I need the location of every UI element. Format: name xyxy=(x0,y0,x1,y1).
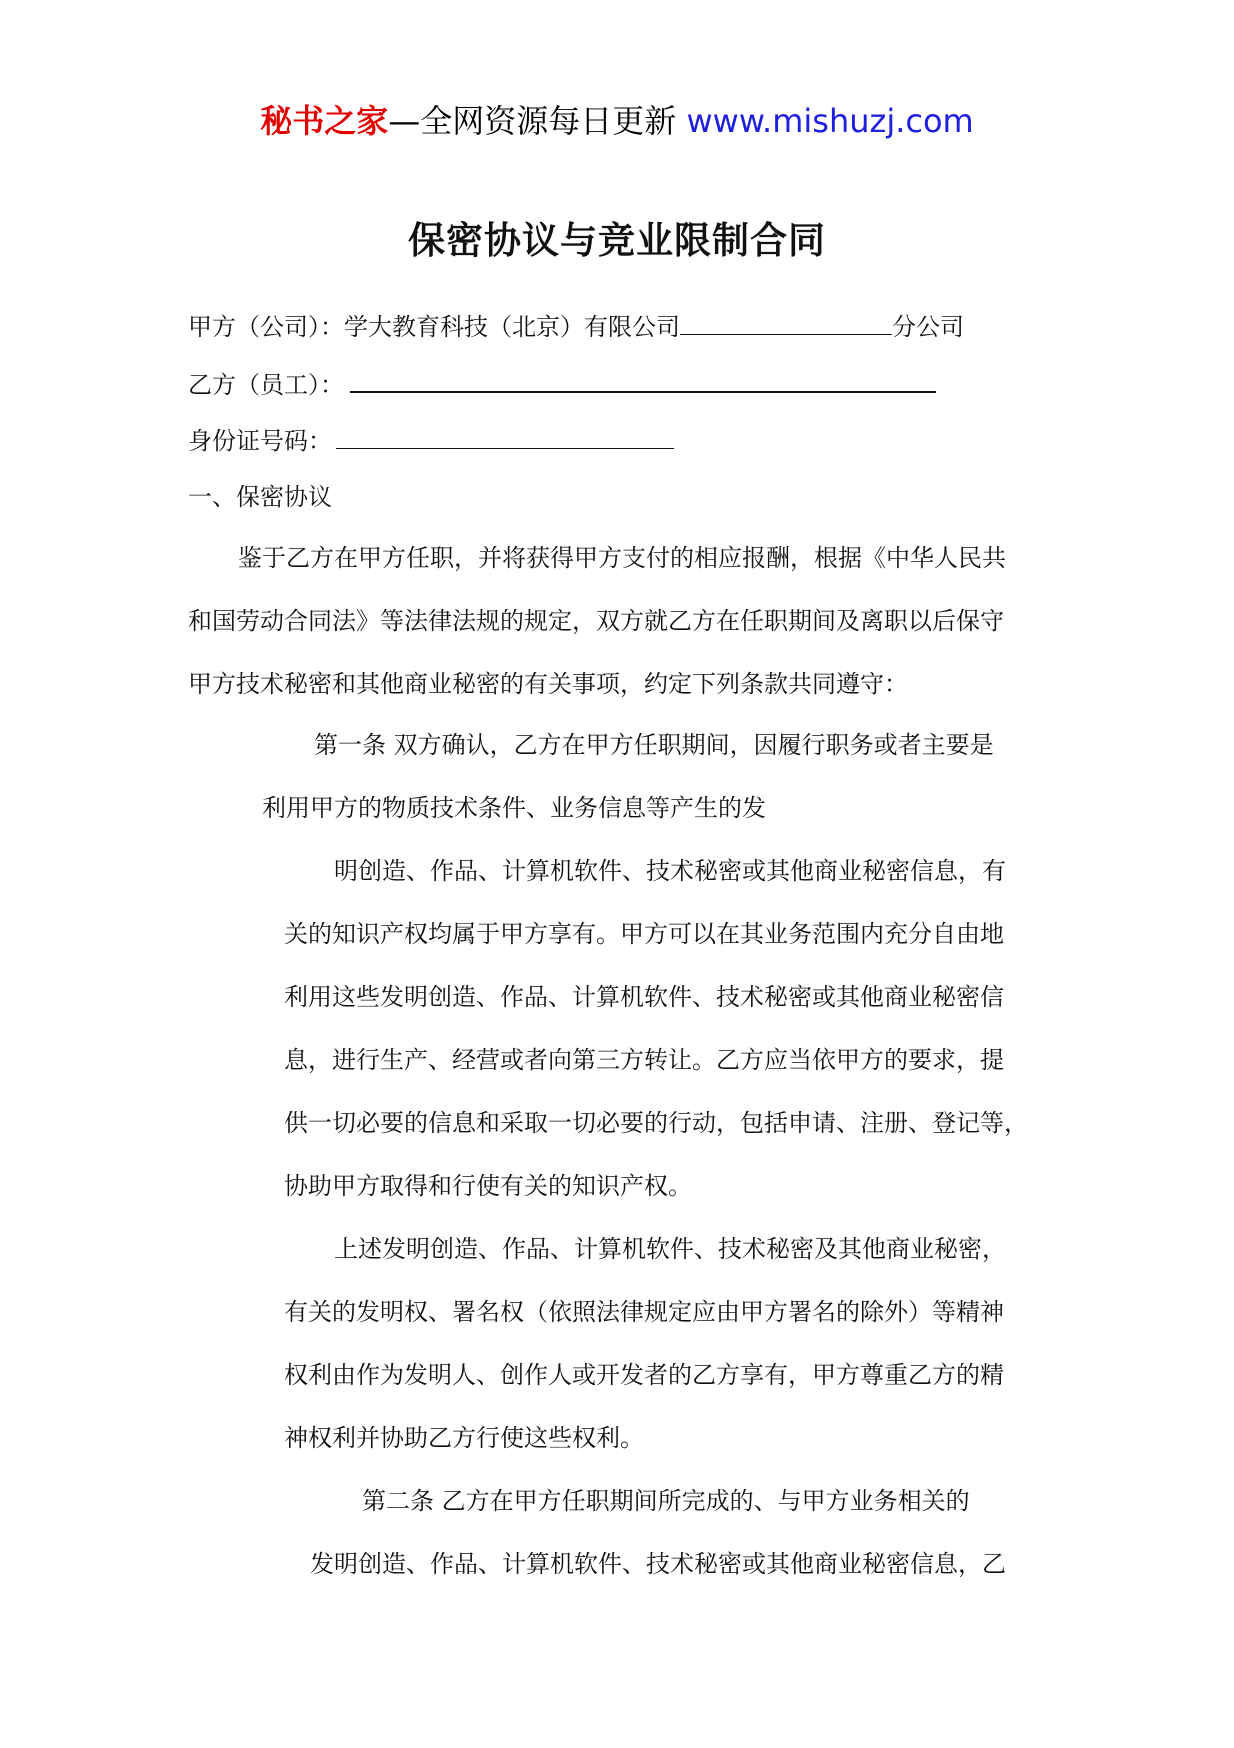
party-a-company: 学大教育科技（北京）有限公司 xyxy=(344,313,680,341)
body-line: 有关的发明权、署名权（依照法律规定应由甲方署名的除外）等精神 xyxy=(284,1298,1004,1326)
id-number-label: 身份证号码： xyxy=(188,427,332,455)
article-1-heading-line: 第一条 双方确认，乙方在甲方任职期间，因履行职务或者主要是 xyxy=(314,731,994,759)
article-2-heading-line: 第二条 乙方在甲方任职期间所完成的、与甲方业务相关的 xyxy=(362,1487,970,1515)
body-line: 利用这些发明创造、作品、计算机软件、技术秘密或其他商业秘密信 xyxy=(284,983,1004,1011)
body-line: 利用甲方的物质技术条件、业务信息等产生的发 xyxy=(262,794,766,822)
party-b-line xyxy=(188,365,936,403)
party-b-blank xyxy=(350,365,936,393)
id-number-line xyxy=(188,422,674,459)
body-line: 上述发明创造、作品、计算机软件、技术秘密及其他商业秘密， xyxy=(334,1235,1006,1263)
body-line: 甲方技术秘密和其他商业秘密的有关事项，约定下列条款共同遵守： xyxy=(188,670,908,698)
body-line: 息，进行生产、经营或者向第三方转让。乙方应当依甲方的要求，提 xyxy=(284,1046,1004,1074)
body-line: 发明创造、作品、计算机软件、技术秘密或其他商业秘密信息，乙 xyxy=(310,1550,1006,1578)
body-line: 明创造、作品、计算机软件、技术秘密或其他商业秘密信息，有 xyxy=(334,857,1006,885)
section-heading: 一、保密协议 xyxy=(188,483,332,511)
body-line: 鉴于乙方在甲方任职，并将获得甲方支付的相应报酬，根据《中华人民共 xyxy=(238,544,1006,572)
site-header xyxy=(0,96,1234,146)
site-url: www.mishuzj.com xyxy=(686,102,974,140)
body-line: 协助甲方取得和行使有关的知识产权。 xyxy=(284,1172,692,1200)
party-a-suffix: 分公司 xyxy=(892,313,964,341)
body-line: 权利由作为发明人、创作人或开发者的乙方享有，甲方尊重乙方的精 xyxy=(284,1361,1004,1389)
brand-name: 秘书之家 xyxy=(260,102,389,140)
body-line: 供一切必要的信息和采取一切必要的行动，包括申请、注册、登记等， xyxy=(284,1109,1028,1137)
id-number-blank xyxy=(336,422,674,449)
party-b-label: 乙方（员工）： xyxy=(188,371,344,399)
branch-blank xyxy=(680,308,892,335)
document-title: 保密协议与竞业限制合同 xyxy=(408,218,826,262)
body-line: 关的知识产权均属于甲方享有。甲方可以在其业务范围内充分自由地 xyxy=(284,920,1004,948)
party-a-label: 甲方（公司）： xyxy=(188,313,344,341)
body-line: 神权利并协助乙方行使这些权利。 xyxy=(284,1424,644,1452)
body-line: 和国劳动合同法》等法律法规的规定，双方就乙方在任职期间及离职以后保守 xyxy=(188,607,1004,635)
header-slogan: —全网资源每日更新 xyxy=(388,102,687,140)
party-a-line xyxy=(188,308,964,345)
